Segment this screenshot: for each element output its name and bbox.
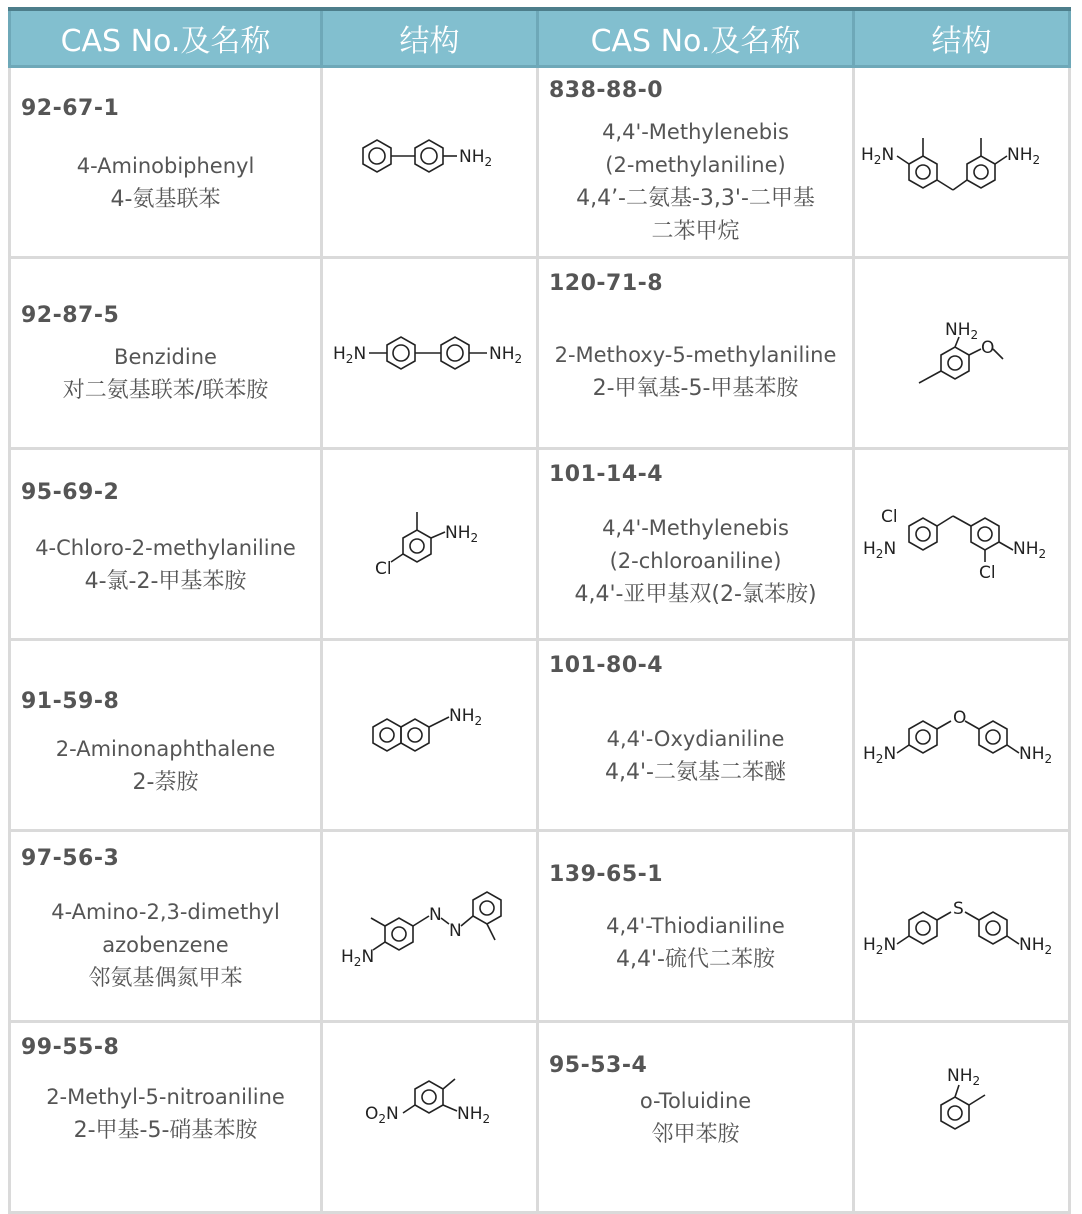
svg-text:N: N [449, 921, 462, 941]
compound-names [11, 532, 320, 598]
chinese-name: 4-氨基联苯 [110, 187, 221, 212]
svg-text:H2N: $H_2N$ [863, 935, 897, 957]
svg-text:H2N: $H_2N$ [333, 344, 367, 366]
name-cell [538, 831, 854, 1022]
english-name: Benzidine [114, 345, 217, 369]
structure-cell [322, 67, 538, 258]
name-cell [10, 67, 322, 258]
table-row [10, 449, 1070, 640]
svg-text:NH2: $NH_2$ [1019, 744, 1053, 766]
svg-text:H2N: $H_2N$ [863, 744, 897, 766]
english-name: azobenzene [102, 933, 229, 957]
cas-number: 101-80-4 [549, 653, 664, 678]
svg-text:O: O [981, 338, 995, 358]
name-cell [538, 449, 854, 640]
benzidine-structure-icon [323, 259, 537, 447]
header-structure-left: 结构 [322, 9, 538, 67]
compound-names [539, 1085, 852, 1151]
name-cell [10, 449, 322, 640]
svg-text:NH2: $NH_2$ [449, 706, 483, 728]
english-name: 4,4'-Thiodianiline [606, 914, 785, 938]
structure-cell [854, 258, 1070, 449]
chinese-name: 2-萘胺 [132, 770, 199, 795]
table-row [10, 1022, 1070, 1213]
svg-text:NH2: $NH_2$ [945, 320, 979, 342]
structure-cell [854, 1022, 1070, 1213]
chinese-name: 邻甲苯胺 [651, 1122, 740, 1147]
chinese-name: 4,4’-二氨基-3,3'-二甲基 [576, 186, 815, 211]
svg-text:H2N: $H_2N$ [341, 947, 375, 969]
compound-names [539, 116, 852, 248]
english-name: 2-Methoxy-5-methylaniline [554, 343, 837, 367]
structure-cell [322, 258, 538, 449]
svg-text:NH2: $NH_2$ [1013, 539, 1047, 561]
aminoazotoluene-structure-icon [323, 832, 537, 1020]
chinese-name: 4,4'-二氨基二苯醚 [605, 760, 786, 785]
svg-text:NH2: $NH_2$ [1007, 145, 1041, 167]
methoxy-methylaniline-structure-icon [855, 259, 1069, 447]
cas-number: 97-56-3 [21, 846, 120, 871]
svg-text:Cl: Cl [375, 559, 392, 579]
english-name: o-Toluidine [639, 1089, 752, 1113]
english-name: 4,4'-Methylenebis [602, 120, 789, 144]
svg-text:Cl: Cl [881, 507, 898, 527]
table-row [10, 258, 1070, 449]
chinese-name: 邻氨基偶氮甲苯 [88, 966, 243, 991]
svg-text:NH2: $NH_2$ [1019, 935, 1053, 957]
amine-table [8, 7, 1071, 1214]
compound-names [11, 1081, 320, 1147]
cas-number: 92-87-5 [21, 303, 120, 328]
o-toluidine-structure-icon [855, 1023, 1069, 1183]
chinese-name: 二苯甲烷 [651, 219, 740, 244]
cas-number: 92-67-1 [21, 96, 120, 121]
thiodianiline-structure-icon [855, 832, 1069, 1020]
chinese-name: 4,4'-硫代二苯胺 [616, 947, 775, 972]
header-cas-name-right: CAS No.及名称 [538, 9, 854, 67]
header-row [10, 9, 1070, 67]
svg-text:N: N [429, 905, 442, 925]
structure-cell [854, 640, 1070, 831]
compound-names [539, 339, 852, 405]
chinese-name: 4,4'-亚甲基双(2-氯苯胺) [574, 582, 817, 607]
structure-cell [322, 449, 538, 640]
name-cell [538, 640, 854, 831]
svg-text:O2N: $O_2N$ [365, 1104, 399, 1126]
aminonaphthalene-structure-icon [323, 641, 537, 829]
table-row [10, 831, 1070, 1022]
header-structure-right: 结构 [854, 9, 1070, 67]
structure-cell [854, 831, 1070, 1022]
structure-cell [322, 1022, 538, 1213]
name-cell [538, 1022, 854, 1213]
structure-cell [322, 831, 538, 1022]
name-cell [538, 258, 854, 449]
english-name: 4,4'-Methylenebis [602, 516, 789, 540]
chinese-name: 2-甲氧基-5-甲基苯胺 [592, 376, 799, 401]
cas-number: 101-14-4 [549, 462, 664, 487]
chinese-name: 4-氯-2-甲基苯胺 [84, 569, 247, 594]
svg-text:NH2: $NH_2$ [947, 1066, 981, 1088]
english-name: 2-Aminonaphthalene [55, 737, 276, 761]
compound-names [539, 910, 852, 976]
4-aminobiphenyl-structure-icon [323, 68, 537, 256]
name-cell [10, 831, 322, 1022]
chinese-name: 对二氨基联苯/联苯胺 [62, 378, 269, 403]
english-name: 4-Chloro-2-methylaniline [35, 536, 296, 560]
svg-text:Cl: Cl [979, 563, 996, 583]
chinese-name: 2-甲基-5-硝基苯胺 [73, 1118, 258, 1143]
cas-number: 99-55-8 [21, 1035, 120, 1060]
cas-number: 120-71-8 [549, 271, 664, 296]
structure-cell [854, 67, 1070, 258]
cas-number: 95-53-4 [549, 1053, 648, 1078]
structure-cell [854, 449, 1070, 640]
oxydianiline-structure-icon [855, 641, 1069, 829]
english-name: 2-Methyl-5-nitroaniline [46, 1085, 285, 1109]
compound-names [11, 341, 320, 407]
compound-names [539, 512, 852, 611]
header-cas-name-left: CAS No.及名称 [10, 9, 322, 67]
english-name: (2-chloroaniline) [609, 549, 782, 573]
english-name: (2-methylaniline) [605, 153, 786, 177]
table-row [10, 67, 1070, 258]
name-cell [10, 640, 322, 831]
english-name: 4-Aminobiphenyl [76, 154, 255, 178]
cas-number: 139-65-1 [549, 862, 664, 887]
svg-text:H2N: $H_2N$ [861, 145, 895, 167]
methyl-nitroaniline-structure-icon [323, 1023, 493, 1183]
name-cell [538, 67, 854, 258]
english-name: 4-Amino-2,3-dimethyl [51, 900, 280, 924]
name-cell [10, 1022, 322, 1213]
cas-number: 91-59-8 [21, 689, 120, 714]
svg-text:H2N: $H_2N$ [863, 539, 897, 561]
english-name: 4,4'-Oxydianiline [606, 727, 785, 751]
structure-cell [322, 640, 538, 831]
table-row [10, 640, 1070, 831]
svg-text:NH2: $NH_2$ [489, 344, 523, 366]
chloro-methylaniline-structure-icon [323, 450, 537, 638]
cas-number: 95-69-2 [21, 480, 120, 505]
methylenebis-methylaniline-structure-icon [855, 68, 1069, 256]
svg-text:NH2: $NH_2$ [445, 523, 479, 545]
methylenebis-chloroaniline-structure-icon [855, 450, 1069, 638]
cas-number: 838-88-0 [549, 78, 664, 103]
amino-label: $NH_2$ [459, 147, 493, 169]
compound-names [11, 150, 320, 216]
compound-names [539, 723, 852, 789]
name-cell [10, 258, 322, 449]
svg-text:O: O [953, 708, 967, 728]
compound-names [11, 733, 320, 799]
svg-text:S: S [953, 899, 964, 919]
compound-names [11, 896, 320, 995]
svg-text:NH2: $NH_2$ [457, 1104, 491, 1126]
